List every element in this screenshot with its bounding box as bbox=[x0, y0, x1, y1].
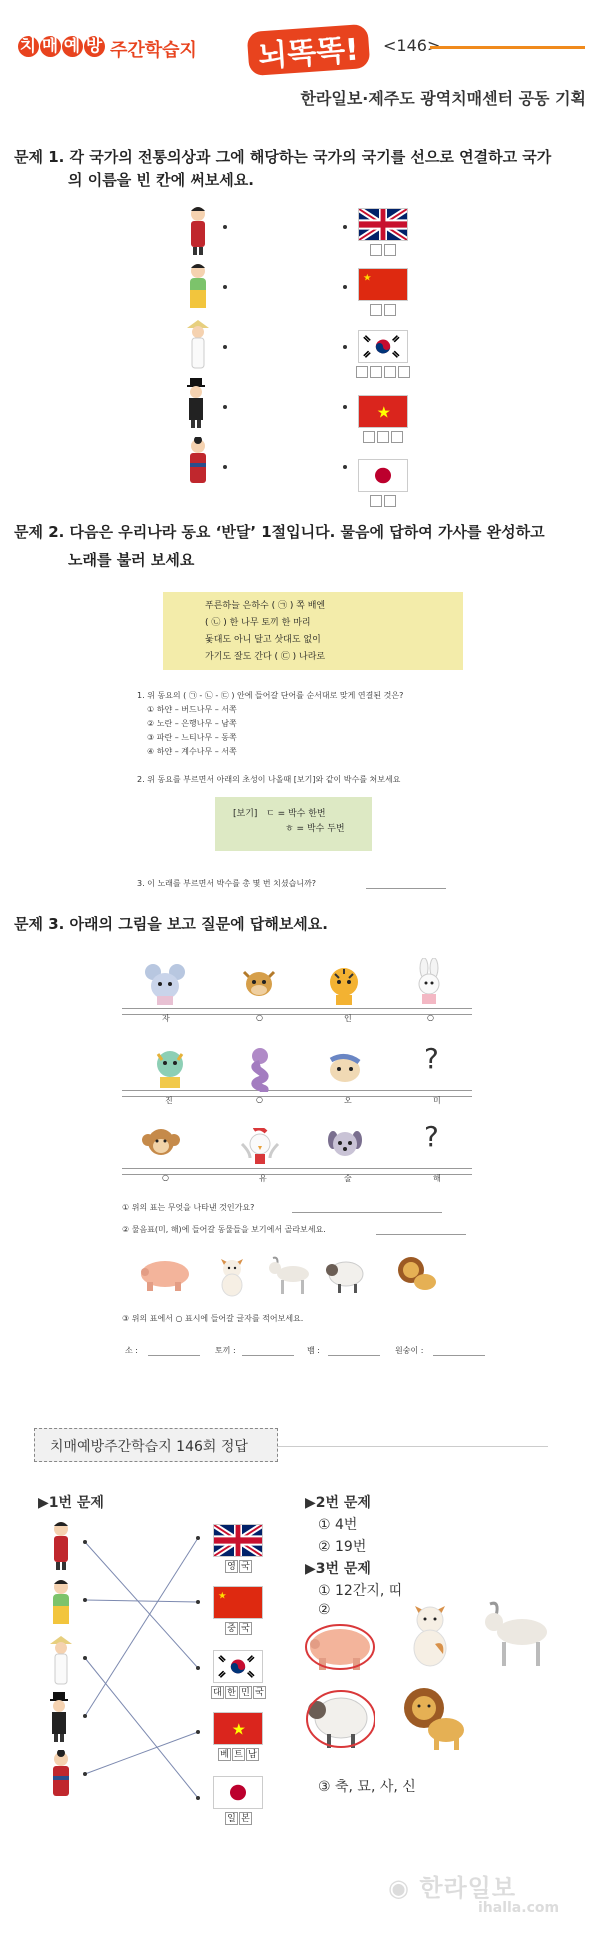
cat-icon bbox=[215, 1255, 249, 1297]
flag-china-icon bbox=[213, 1586, 263, 1619]
country-label-vietnam bbox=[218, 1748, 259, 1761]
zodiac-label: ○ bbox=[427, 1013, 434, 1022]
q2-sub3: 3. 이 노래를 부르면서 박수를 총 몇 번 치셨습니까? bbox=[137, 879, 317, 888]
blank-line[interactable] bbox=[328, 1355, 380, 1356]
header-issue: <146> bbox=[383, 36, 441, 55]
blank-label: 소 : bbox=[125, 1346, 138, 1355]
badge-char: 치 bbox=[19, 36, 38, 56]
q3-sub3: ③ 위의 표에서 ○ 표시에 들어갈 글자를 적어보세요. bbox=[122, 1314, 304, 1323]
header-logo: 뇌똑똑! bbox=[247, 24, 370, 76]
dot-left[interactable] bbox=[223, 465, 227, 469]
dog-icon bbox=[325, 1126, 365, 1166]
q2-sub2: 2. 위 동요를 부르면서 아래의 초성이 나올때 [보기]와 같이 박수를 쳐보세요 bbox=[137, 775, 401, 784]
header-byline: 한라일보·제주도 광역치매센터 공동 기획 bbox=[300, 89, 586, 108]
row-line bbox=[122, 1014, 472, 1015]
flag-korea-icon bbox=[213, 1650, 263, 1683]
bogi-line: ㄷ = 박수 한번 bbox=[266, 809, 326, 819]
ox-icon bbox=[240, 964, 278, 1004]
rabbit-icon bbox=[412, 958, 446, 1006]
answer-boxes[interactable] bbox=[363, 431, 403, 443]
dot-left[interactable] bbox=[223, 225, 227, 229]
person-japanese-icon bbox=[185, 437, 211, 489]
flag-vietnam-icon bbox=[358, 395, 408, 428]
q2-option[interactable]: ② 노란 – 은행나무 – 남쪽 bbox=[147, 719, 237, 728]
person-english-icon bbox=[46, 1692, 72, 1744]
watermark-url: ihalla.com bbox=[478, 1900, 560, 1916]
dot-right[interactable] bbox=[343, 405, 347, 409]
country-label-korea bbox=[211, 1686, 266, 1699]
row-line bbox=[122, 1008, 472, 1009]
q2-sub1: 1. 위 동요의 ( ㉠ - ㉡ - ㉢ ) 안에 들어갈 단어를 순서대로 맞게 연결된 것은? bbox=[137, 691, 404, 700]
country-char: 트 bbox=[232, 1748, 245, 1761]
zodiac-label: 해 bbox=[433, 1174, 441, 1183]
country-char: 영 bbox=[225, 1560, 238, 1573]
dot-right[interactable] bbox=[343, 345, 347, 349]
row-line bbox=[122, 1090, 472, 1091]
lyric-line: 가기도 잘도 간다 ( ㉢ ) 나라로 bbox=[205, 652, 326, 662]
blank-line[interactable] bbox=[148, 1355, 200, 1356]
blank-label: 원숭이 : bbox=[395, 1346, 424, 1355]
zodiac-label: ○ bbox=[256, 1095, 263, 1104]
zodiac-label: 오 bbox=[344, 1096, 352, 1105]
blank-label: 토끼 : bbox=[215, 1346, 236, 1355]
badge-char: 예 bbox=[63, 36, 82, 56]
badge-char: 방 bbox=[85, 36, 104, 56]
zodiac-label: ○ bbox=[162, 1173, 169, 1182]
bogi-box bbox=[215, 797, 372, 851]
q2-option[interactable]: ③ 파란 – 느티나무 – 동쪽 bbox=[147, 733, 237, 742]
watermark-icon: ◉ bbox=[388, 1874, 410, 1902]
answers-rule bbox=[278, 1446, 548, 1447]
q3-answer-line[interactable] bbox=[376, 1234, 466, 1235]
answer-q3-label: ▶3번 문제 bbox=[305, 1561, 371, 1577]
person-chinese-icon bbox=[48, 1520, 74, 1572]
row-line bbox=[122, 1174, 472, 1175]
badge-char: 매 bbox=[41, 36, 60, 56]
country-char: 한 bbox=[225, 1686, 238, 1699]
country-char: 국 bbox=[239, 1622, 252, 1635]
lyric-line: 푸른하늘 은하수 ( ㉠ ) 쪽 배엔 bbox=[205, 601, 326, 611]
dragon-icon bbox=[150, 1046, 190, 1090]
zodiac-label: 유 bbox=[259, 1174, 267, 1183]
dot-left[interactable] bbox=[223, 345, 227, 349]
row-line bbox=[122, 1168, 472, 1169]
answer-q3-a2: ② bbox=[318, 1602, 331, 1618]
mouse-icon bbox=[145, 962, 185, 1006]
country-char: 본 bbox=[239, 1812, 252, 1825]
country-char: 일 bbox=[225, 1812, 238, 1825]
country-label-japan bbox=[225, 1812, 252, 1825]
header-series: 주간학습지 bbox=[110, 40, 197, 61]
blank-line[interactable] bbox=[242, 1355, 294, 1356]
answer-q3-a3: ③ 축, 묘, 사, 신 bbox=[318, 1779, 416, 1795]
tiger-icon bbox=[325, 964, 363, 1006]
person-japanese-icon bbox=[48, 1750, 74, 1802]
person-chinese-icon bbox=[185, 205, 211, 257]
country-char: 베 bbox=[218, 1748, 231, 1761]
flag-vietnam-icon bbox=[213, 1712, 263, 1745]
flag-japan-icon bbox=[358, 459, 408, 492]
q2-title: 문제 2. 다음은 우리나라 동요 ‘반달’ 1절입니다. 물음에 답하여 가사를 완성하고 bbox=[14, 523, 545, 541]
zodiac-label: 자 bbox=[162, 1014, 170, 1023]
blank-line[interactable] bbox=[433, 1355, 485, 1356]
dot-right[interactable] bbox=[343, 225, 347, 229]
horse-icon bbox=[325, 1052, 365, 1090]
zodiac-label: ○ bbox=[256, 1013, 263, 1022]
person-vietnamese-icon bbox=[48, 1636, 74, 1688]
q3-title: 문제 3. 아래의 그림을 보고 질문에 답해보세요. bbox=[14, 915, 328, 933]
cat-answer-icon bbox=[405, 1600, 455, 1670]
lyric-line: ( ㉡ ) 한 나무 토끼 한 마리 bbox=[205, 618, 311, 628]
country-char: 중 bbox=[225, 1622, 238, 1635]
lion-answer-icon bbox=[398, 1682, 468, 1752]
lyrics-box bbox=[163, 592, 463, 670]
q1-title-line2: 의 이름을 빈 칸에 써보세요. bbox=[68, 171, 254, 189]
flag-japan-icon bbox=[213, 1776, 263, 1809]
dot-right[interactable] bbox=[343, 285, 347, 289]
sheep-answer-icon bbox=[305, 1688, 375, 1750]
q1-title: 문제 1. 각 국가의 전통의상과 그에 해당하는 국가의 국기를 선으로 연결하고 국가 bbox=[14, 148, 552, 166]
answers-title: 치매예방주간학습지 146회 정답 bbox=[50, 1439, 248, 1455]
question-mark: ? bbox=[424, 1042, 439, 1075]
answer-boxes[interactable] bbox=[370, 304, 396, 316]
rooster-icon bbox=[240, 1128, 280, 1166]
header-rule bbox=[430, 46, 585, 49]
q2-answer-line[interactable] bbox=[366, 888, 446, 889]
flag-korea-icon bbox=[358, 330, 408, 363]
pig-icon bbox=[135, 1258, 193, 1292]
lyric-line: 돛대도 아니 달고 삿대도 없이 bbox=[205, 635, 321, 645]
zodiac-label: 미 bbox=[433, 1096, 441, 1105]
lion-icon bbox=[395, 1254, 437, 1294]
watermark-logo bbox=[388, 1868, 516, 1903]
zodiac-label: 인 bbox=[344, 1014, 352, 1023]
flag-uk-icon bbox=[358, 208, 408, 241]
row-line bbox=[122, 1096, 472, 1097]
bogi-label: [보기] bbox=[233, 809, 258, 819]
answer-connection-lines bbox=[80, 1520, 205, 1810]
country-char: 국 bbox=[239, 1560, 252, 1573]
zodiac-label: 진 bbox=[165, 1096, 173, 1105]
goat-answer-icon bbox=[478, 1600, 553, 1670]
dot-left[interactable] bbox=[223, 285, 227, 289]
goat-icon bbox=[265, 1256, 313, 1296]
watermark-name: 한라일보 bbox=[419, 1874, 517, 1902]
answer-boxes[interactable] bbox=[370, 244, 396, 256]
svg-text:★: ★ bbox=[231, 1719, 246, 1739]
q2-option[interactable]: ① 하얀 – 버드나무 – 서쪽 bbox=[147, 705, 237, 714]
dot-right[interactable] bbox=[343, 465, 347, 469]
answer-q3-a1: ① 12간지, 띠 bbox=[318, 1583, 403, 1599]
country-label-uk bbox=[225, 1560, 252, 1573]
flag-uk-icon bbox=[213, 1524, 263, 1557]
zodiac-label: 술 bbox=[344, 1174, 352, 1183]
svg-text:★: ★ bbox=[363, 272, 372, 284]
q3-answer-line[interactable] bbox=[292, 1212, 442, 1213]
person-vietnamese-icon bbox=[185, 320, 211, 372]
answer-q2-a2: ② 19번 bbox=[318, 1539, 367, 1555]
question-mark: ? bbox=[424, 1120, 439, 1153]
answer-q1-label: ▶1번 문제 bbox=[38, 1495, 104, 1511]
svg-text:★: ★ bbox=[376, 402, 391, 422]
flag-china-icon bbox=[358, 268, 408, 301]
country-char: 대 bbox=[211, 1686, 224, 1699]
country-char: 국 bbox=[253, 1686, 266, 1699]
blank-label: 뱀 : bbox=[307, 1346, 320, 1355]
svg-text:★: ★ bbox=[218, 1590, 227, 1602]
answer-q2-a1: ① 4번 bbox=[318, 1517, 358, 1533]
monkey-icon bbox=[140, 1124, 182, 1166]
country-char: 민 bbox=[239, 1686, 252, 1699]
person-korean-icon bbox=[185, 262, 211, 314]
answer-boxes[interactable] bbox=[356, 366, 410, 378]
q2-title-line2: 노래를 불러 보세요 bbox=[68, 551, 195, 569]
header-badge bbox=[18, 36, 106, 57]
person-english-icon bbox=[183, 378, 209, 430]
country-char: 남 bbox=[246, 1748, 259, 1761]
q3-sub1: ① 위의 표는 무엇을 나타낸 것인가요? bbox=[122, 1203, 255, 1212]
bogi-line: ㅎ = 박수 두번 bbox=[285, 824, 345, 834]
sheep-icon bbox=[324, 1256, 366, 1294]
q2-option[interactable]: ④ 하얀 – 계수나무 – 서쪽 bbox=[147, 747, 237, 756]
pig-answer-icon bbox=[305, 1622, 375, 1672]
snake-icon bbox=[240, 1046, 280, 1092]
dot-left[interactable] bbox=[223, 405, 227, 409]
answer-boxes[interactable] bbox=[370, 495, 396, 507]
answer-q2-label: ▶2번 문제 bbox=[305, 1495, 371, 1511]
country-label-china bbox=[225, 1622, 252, 1635]
person-korean-icon bbox=[48, 1578, 74, 1630]
q3-sub2: ② 물음표(미, 해)에 들어갈 동물들을 보기에서 골라보세요. bbox=[122, 1225, 326, 1234]
